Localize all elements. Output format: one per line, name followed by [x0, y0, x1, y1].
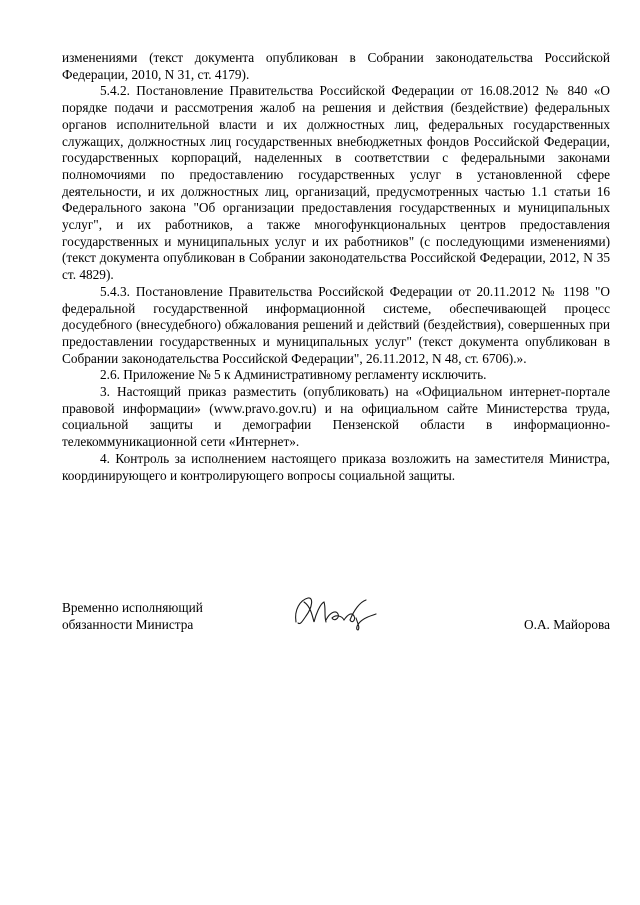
paragraph-2-6: 2.6. Приложение № 5 к Административному регламенту исключить. — [100, 367, 487, 383]
paragraph-5-4-2: 5.4.2. Постановление Правительства Российской Федерации от 16.08.2012 № 840 «О порядке подачи и рассмотрения жалоб на решения и действия (бездействие) федеральных органов исполнительной власти и их должностных лиц, федеральных государственных служащих, должностных лиц государственных внебюджетных фондов Российской Федерации, государственных корпораций, наделенных в соответствии с федеральными законами полномочиями по предоставлению государственных услуг в установленной сфере деятельности, и их должностных лиц, организаций, предусмотренных частью 1.1 статьи 16 Федерального закона "Об организации предоставления государственных и муниципальных услуг", и их работников, а также многофункциональных центров предоставления государственных и муниципальных услуг и их работников" (с последующими изменениями) (текст документа опубликован в Собрании законодательства Российской Федерации, 2012, N 35 ст. 4829). — [62, 83, 610, 283]
paragraph-continuation: изменениями (текст документа опубликован в Собрании законодательства Российской Федерации, 2010, N 31, ст. 4179). — [62, 50, 610, 82]
paragraph-5-4-3: 5.4.3. Постановление Правительства Российской Федерации от 20.11.2012 № 1198 "О федеральной государственной информационной системе, обеспечивающей процесс досудебного (внесудебного) обжалования решений и действий (бездействия), совершенных при предоставлении государственных и муниципальных услуг" (текст документа опубликован в Собрании законодательства Российской Федерации", 26.11.2012, N 48, ст. 6706).». — [62, 283, 610, 366]
handwritten-signature — [290, 592, 380, 632]
paragraph-3: 3. Настоящий приказ разместить (опубликовать) на «Официальном интернет-портале правовой информации» (www.pravo.gov.ru) и на официальном сайте Министерства труда, социальной защиты и демографии Пензенской области в информационно-телекоммуникационной сети «Интернет». — [62, 384, 610, 450]
paragraph-4: 4. Контроль за исполнением настоящего приказа возложить на заместителя Министра, координирующего и контролирующего вопросы социальной защиты. — [62, 450, 610, 483]
signatory-position — [62, 599, 203, 633]
signatory-position-line-2: обязанности Министра — [62, 617, 194, 632]
signatory-position-line-1: Временно исполняющий — [62, 600, 203, 615]
document-body — [62, 50, 610, 484]
signatory-name: О.А. Майорова — [524, 617, 610, 632]
